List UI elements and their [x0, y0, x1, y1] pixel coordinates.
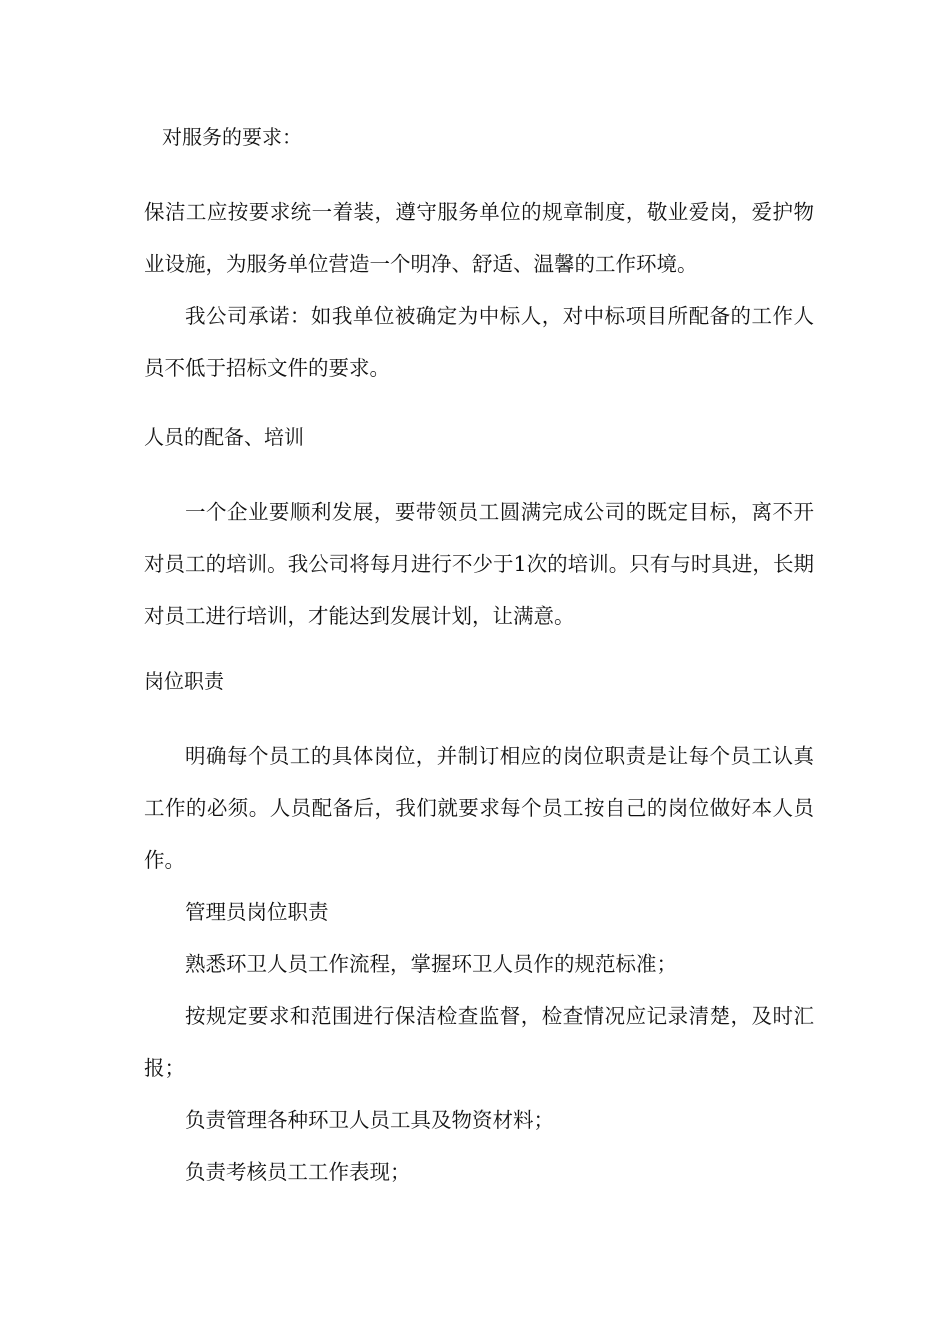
paragraph-training: 一个企业要顺利发展，要带领员工圆满完成公司的既定目标，离不开对员工的培训。我公司将每月进行不少于1次的培训。只有与时具进，长期对员工进行培训，才能达到发展计划，让满意。 [144, 500, 814, 628]
heading-job-duties: 岗位职责 [144, 669, 224, 693]
paragraph-duty-tools: 负责管理各种环卫人员工具及物资材料； [185, 1108, 554, 1132]
paragraph-manager-duties-title: 管理员岗位职责 [185, 900, 329, 924]
paragraph-duty-workflow: 熟悉环卫人员工作流程，掌握环卫人员作的规范标准； [185, 952, 677, 976]
heading-staffing-training: 人员的配备、培训 [144, 425, 304, 449]
paragraph-company-commitment: 我公司承诺：如我单位被确定为中标人，对中标项目所配备的工作人员不低于招标文件的要求。 [144, 304, 814, 380]
paragraph-job-duties-intro: 明确每个员工的具体岗位，并制订相应的岗位职责是让每个员工认真工作的必须。人员配备后，我们就要求每个员工按自己的岗位做好本人员作。 [144, 744, 814, 872]
heading-service-requirements: 对服务的要求： [162, 125, 302, 149]
paragraph-duty-assessment: 负责考核员工工作表现； [185, 1160, 411, 1184]
paragraph-duty-inspection: 按规定要求和范围进行保洁检查监督，检查情况应记录清楚，及时汇报； [144, 1004, 814, 1080]
paragraph-cleaner-conduct: 保洁工应按要求统一着装，遵守服务单位的规章制度，敬业爱岗，爱护物业设施，为服务单位营造一个明净、舒适、温馨的工作环境。 [144, 200, 814, 276]
